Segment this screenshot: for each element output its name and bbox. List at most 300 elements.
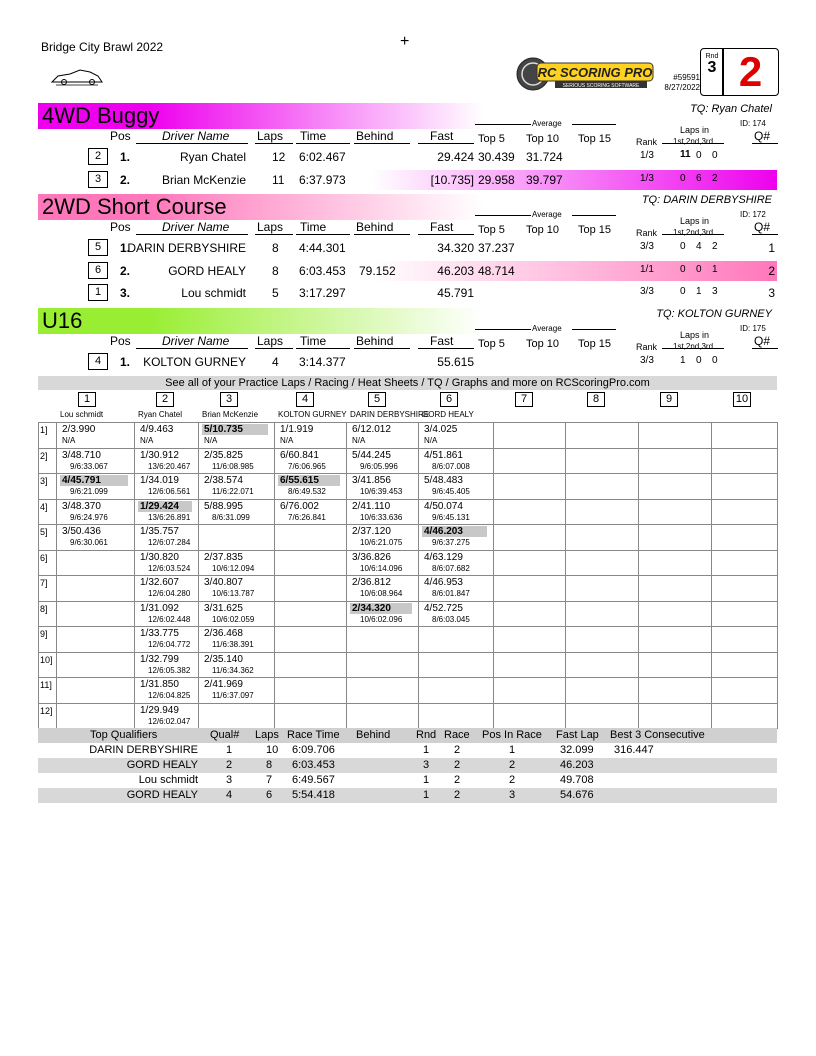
tq-fast: 46.203 — [560, 759, 594, 771]
rcscoringpro-logo — [515, 57, 655, 91]
lap-time: 2/34.320 — [350, 603, 412, 614]
grid-row-line — [38, 652, 777, 653]
car-number: 4 — [88, 353, 108, 370]
lap-cell — [202, 679, 268, 701]
lap-time: 2/36.468 — [204, 628, 243, 639]
header-time: Time — [300, 334, 327, 348]
driver-name: DARIN DERBYSHIRE — [127, 241, 246, 255]
lap-time: 2/35.825 — [204, 449, 243, 461]
lap-time: 1/30.820 — [140, 551, 179, 563]
lap-time: 2/38.574 — [204, 475, 243, 486]
driver-name: GORD HEALY — [168, 264, 246, 278]
race-time: 6:03.453 — [299, 264, 346, 278]
tq-pos: 2 — [509, 774, 516, 786]
tq-rnd: 1 — [423, 774, 430, 786]
laps-value: 8 — [272, 241, 279, 255]
tq-qual: 3 — [226, 774, 233, 786]
tq-laps: 10 — [266, 744, 279, 756]
rank-value: 1/3 — [640, 150, 654, 161]
car-number: 6 — [88, 262, 108, 279]
result-row — [40, 261, 777, 281]
rank-value: 3/3 — [640, 286, 654, 297]
top5-avg: 29.958 — [478, 173, 515, 187]
lap-cell — [422, 577, 487, 599]
lap-total: 10/6:12.094 — [212, 563, 255, 573]
lap-time: 1/35.757 — [140, 526, 179, 537]
lap-time: 6/60.841 — [280, 449, 319, 461]
lap-time: 3/50.436 — [62, 526, 101, 537]
lap-cell — [350, 526, 412, 548]
lap-row-label: 12] — [40, 705, 53, 716]
header-fast: Fast — [430, 129, 454, 143]
header-underline — [136, 348, 248, 349]
lap-total: 10/6:02.059 — [212, 614, 255, 624]
average-bracket — [475, 329, 531, 330]
grid-row-line — [38, 601, 777, 602]
lap-total: 9/6:21.099 — [70, 487, 108, 496]
lap-time: 3/48.370 — [62, 500, 101, 512]
header-underline — [136, 143, 248, 144]
lap-column-number: 9 — [660, 392, 678, 407]
position: 2. — [120, 173, 131, 187]
driver-name: KOLTON GURNEY — [143, 355, 246, 369]
lap-cell — [202, 628, 268, 650]
tq-qual: 2 — [226, 759, 233, 771]
lap-cell — [202, 603, 268, 625]
event-date: 8/27/2022 — [664, 83, 700, 92]
lap-time: 4/51.861 — [424, 449, 463, 461]
lap-time: 1/1.919 — [280, 424, 314, 435]
laps-second: 0 — [696, 355, 702, 366]
result-row — [40, 283, 777, 303]
tq-header: Rnd — [416, 729, 437, 741]
fast-lap: 34.320 — [437, 241, 474, 255]
rank-value: 3/3 — [640, 355, 654, 366]
tq-fast: 54.676 — [560, 789, 594, 801]
tq-header: Best 3 Consecutive — [610, 729, 705, 741]
header-places: 1st,2nd,3rd — [673, 137, 714, 146]
tq-race: 2 — [454, 759, 461, 771]
header-underline — [662, 143, 724, 144]
position: 1. — [120, 241, 131, 255]
grid-row-line — [38, 524, 777, 525]
lap-time: 4/45.791 — [60, 475, 128, 486]
header-underline — [418, 234, 474, 235]
lap-cell — [278, 424, 340, 446]
header-underline — [255, 234, 293, 235]
laps-third: 0 — [712, 355, 718, 366]
lap-time: 2/41.969 — [204, 679, 243, 690]
header-average: Average — [532, 210, 562, 219]
lap-total: 13/6:20.467 — [148, 461, 191, 471]
event-number: #59591 — [673, 73, 700, 82]
tq-laps: 8 — [266, 759, 273, 771]
driver-name: Ryan Chatel — [179, 150, 246, 164]
tq-row — [38, 758, 777, 773]
lap-total: 10/6:39.453 — [360, 487, 403, 496]
lap-time: 3/41.856 — [352, 475, 391, 486]
lap-total: N/A — [204, 436, 218, 445]
header-top10: Top 10 — [526, 338, 560, 350]
laps-second: 0 — [696, 264, 702, 275]
tq-time: 6:03.453 — [292, 759, 335, 771]
lap-row-label: 3] — [40, 476, 48, 486]
lap-total: 12/6:04.825 — [148, 691, 191, 700]
lap-total: 12/6:04.280 — [148, 589, 191, 598]
header-driver: Driver Name — [162, 129, 230, 143]
header-top15: Top 15 — [578, 133, 612, 145]
lap-cell — [60, 450, 128, 472]
lap-time: 4/63.129 — [424, 551, 463, 563]
lap-column-number: 2 — [156, 392, 174, 407]
class-id: ID: 175 — [740, 324, 766, 333]
laps-first: 0 — [680, 264, 686, 275]
lap-cell — [138, 654, 192, 676]
lap-total: 11/6:34.362 — [212, 665, 254, 675]
tq-laps: 7 — [266, 774, 273, 786]
tq-rnd: 1 — [423, 789, 430, 801]
tq-header-row — [38, 728, 777, 743]
lap-total: 10/6:33.636 — [360, 512, 403, 522]
header-driver: Driver Name — [162, 334, 230, 348]
lap-cell — [278, 501, 340, 523]
lap-row-label: 5] — [40, 527, 48, 537]
lap-total: 11/6:38.391 — [212, 640, 254, 649]
lap-total: 9/6:37.275 — [432, 538, 470, 547]
header-underline — [136, 234, 248, 235]
tq-time: 5:54.418 — [292, 789, 335, 801]
tq-qual: 1 — [226, 744, 233, 756]
lap-total: 11/6:08.985 — [212, 461, 254, 471]
laps-third: 2 — [712, 173, 718, 184]
position: 2. — [120, 264, 131, 278]
lap-total: 11/6:22.071 — [212, 487, 254, 496]
tq-fast: 49.708 — [560, 774, 594, 786]
header-underline — [255, 143, 293, 144]
tq-label: TQ: DARIN DERBYSHIRE — [641, 194, 772, 206]
tq-time: 6:49.567 — [292, 774, 335, 786]
plus-mark: + — [400, 33, 410, 50]
lap-time: 4/50.074 — [424, 500, 463, 512]
tq-pos: 2 — [509, 759, 516, 771]
lap-cell — [138, 705, 192, 727]
header-laps-in: Laps in — [680, 330, 710, 340]
lap-total: 12/6:04.772 — [148, 640, 191, 649]
average-bracket — [475, 124, 531, 125]
lap-row-label: 11] — [40, 680, 52, 690]
lap-time: 1/32.799 — [140, 653, 179, 665]
tq-header: Pos In Race — [482, 729, 542, 741]
laps-second: 6 — [696, 173, 702, 184]
header-underline — [255, 348, 293, 349]
lap-cell — [350, 603, 412, 625]
lap-total: N/A — [62, 436, 76, 445]
lap-cell — [422, 475, 487, 497]
laps-value: 12 — [272, 150, 286, 164]
tq-header: Behind — [356, 729, 391, 741]
lap-time: 1/33.775 — [140, 628, 179, 639]
header-top10: Top 10 — [526, 133, 560, 145]
header-underline — [354, 348, 410, 349]
top5-avg: 37.237 — [478, 241, 515, 255]
lap-cell — [202, 501, 268, 523]
tq-header: Laps — [255, 729, 279, 741]
header-driver: Driver Name — [162, 220, 230, 234]
lap-time: 3/40.807 — [204, 577, 243, 588]
lap-total: 7/6:06.965 — [288, 461, 326, 471]
header-laps: Laps — [257, 129, 284, 143]
header-pos: Pos — [110, 220, 131, 234]
lap-row-label: 7] — [40, 578, 48, 588]
lap-time: 2/35.140 — [204, 653, 243, 665]
lap-time: 4/9.463 — [140, 424, 174, 435]
race-number: 2 — [722, 48, 779, 96]
tq-header: Race — [444, 729, 470, 741]
result-row — [40, 238, 777, 258]
fast-lap: 55.615 — [437, 355, 474, 369]
tq-header: Top Qualifiers — [90, 729, 158, 741]
header-rank: Rank — [636, 228, 658, 238]
header-top15: Top 15 — [578, 224, 612, 236]
header-underline — [752, 234, 778, 235]
lap-time: 6/76.002 — [280, 500, 319, 512]
header-fast: Fast — [430, 334, 454, 348]
behind-value: 79.152 — [359, 264, 396, 278]
average-bracket — [572, 215, 616, 216]
lap-total: 12/6:05.382 — [148, 665, 191, 675]
grid-row-line — [38, 626, 777, 627]
lap-cell — [138, 628, 192, 650]
tq-best3: 316.447 — [614, 744, 654, 756]
car-number: 3 — [88, 171, 108, 188]
lap-time: 1/29.949 — [140, 704, 179, 716]
car-number: 1 — [88, 284, 108, 301]
lap-cell — [60, 475, 128, 497]
lap-time: 1/30.912 — [140, 449, 179, 461]
round-box — [700, 48, 724, 96]
class-title: 4WD Buggy — [38, 103, 483, 129]
average-bracket — [572, 329, 616, 330]
lap-cell — [60, 526, 128, 548]
lap-total: 8/6:31.099 — [212, 512, 250, 522]
lap-cell — [60, 424, 128, 446]
tq-laps: 6 — [266, 789, 273, 801]
lap-total: 9/6:24.976 — [70, 512, 108, 522]
lap-column-driver: Lou schmidt — [60, 410, 104, 419]
lap-time: 3/48.710 — [62, 449, 101, 461]
header-time: Time — [300, 129, 327, 143]
lap-cell — [278, 475, 340, 497]
event-meta — [656, 73, 700, 93]
lap-total: 11/6:37.097 — [212, 691, 254, 700]
driver-name: Brian McKenzie — [161, 173, 246, 187]
header-laps: Laps — [257, 220, 284, 234]
tq-driver: GORD HEALY — [126, 789, 198, 801]
lap-time: 5/10.735 — [202, 424, 268, 435]
lap-total: N/A — [280, 436, 294, 445]
tq-rnd: 3 — [423, 759, 430, 771]
lap-time: 6/55.615 — [278, 475, 340, 486]
grid-row-line — [38, 550, 777, 551]
grid-row-line — [38, 448, 777, 449]
tq-race: 2 — [454, 774, 461, 786]
lap-time: 2/37.120 — [352, 526, 391, 537]
lap-column-number: 6 — [440, 392, 458, 407]
lap-time: 1/29.424 — [138, 501, 192, 512]
header-pos: Pos — [110, 129, 131, 143]
lap-column-driver: DARIN DERBYSHIRE — [350, 410, 430, 419]
lap-total: 13/6:26.891 — [148, 512, 191, 522]
lap-total: 10/6:08.964 — [360, 589, 403, 598]
race-time: 3:17.297 — [299, 286, 346, 300]
round-label: Rnd — [705, 53, 719, 60]
lap-total: 9/6:45.405 — [432, 487, 470, 496]
lap-column-driver: Brian McKenzie — [202, 410, 259, 419]
race-time: 6:37.973 — [299, 173, 346, 187]
lap-cell — [138, 501, 192, 523]
lap-cell — [422, 603, 487, 625]
header-underline — [296, 143, 350, 144]
header-underline — [662, 348, 724, 349]
lap-cell — [138, 424, 192, 446]
header-underline — [752, 348, 778, 349]
header-top5: Top 5 — [478, 224, 505, 236]
laps-second: 1 — [696, 286, 702, 297]
top5-avg: 30.439 — [478, 150, 515, 164]
lap-cell — [138, 679, 192, 701]
position: 3. — [120, 286, 131, 300]
tq-driver: DARIN DERBYSHIRE — [89, 744, 198, 756]
header-average: Average — [532, 324, 562, 333]
logo-text: RC SCORING PRO — [537, 65, 653, 80]
tq-label: TQ: Ryan Chatel — [690, 103, 772, 115]
lap-cell — [138, 603, 192, 625]
lap-time: 1/32.607 — [140, 577, 179, 588]
lap-cell — [202, 552, 268, 574]
lap-column-number: 3 — [220, 392, 238, 407]
lap-cell — [202, 577, 268, 599]
header-fast: Fast — [430, 220, 454, 234]
lap-column-number: 7 — [515, 392, 533, 407]
header-laps: Laps — [257, 334, 284, 348]
lap-time: 1/34.019 — [140, 475, 179, 486]
lap-column-driver: GORD HEALY — [422, 410, 474, 419]
lap-total: 10/6:13.787 — [212, 589, 255, 598]
lap-time: 2/37.835 — [204, 551, 243, 563]
header-behind: Behind — [356, 334, 394, 348]
header-laps-in: Laps in — [680, 125, 710, 135]
lap-row-label: 8] — [40, 603, 48, 614]
lap-total: 12/6:02.448 — [148, 614, 191, 624]
top10-avg: 31.724 — [526, 150, 563, 164]
lap-time: 1/31.092 — [140, 602, 179, 614]
lap-time: 1/31.850 — [140, 679, 179, 690]
car-logo-icon — [50, 66, 104, 88]
lap-cell — [350, 501, 412, 523]
lap-cell — [138, 552, 192, 574]
tq-driver: Lou schmidt — [138, 774, 198, 786]
fast-lap: 46.203 — [437, 264, 474, 278]
grid-row-line — [38, 473, 777, 474]
header-underline — [296, 348, 350, 349]
tq-qual: 4 — [226, 789, 233, 801]
laps-third: 2 — [712, 241, 718, 252]
lap-cell — [202, 450, 268, 472]
logo-sub: SERIOUS SCORING SOFTWARE — [562, 83, 640, 89]
tq-race: 2 — [454, 744, 461, 756]
lap-column-number: 1 — [78, 392, 96, 407]
lap-total: 10/6:02.096 — [360, 614, 403, 624]
class-title: U16 — [38, 308, 483, 334]
grid-row-line — [38, 422, 777, 423]
header-underline — [418, 348, 474, 349]
tq-label: TQ: KOLTON GURNEY — [656, 308, 772, 320]
tq-header: Qual# — [210, 729, 240, 741]
qual-position: 1 — [768, 241, 775, 255]
lap-time: 5/48.483 — [424, 475, 463, 486]
header-top5: Top 5 — [478, 133, 505, 145]
round-number: 3 — [707, 59, 717, 76]
laps-first: 0 — [680, 241, 686, 252]
lap-time: 3/4.025 — [424, 424, 458, 435]
lap-cell — [422, 501, 487, 523]
header-rank: Rank — [636, 137, 658, 147]
race-time: 4:44.301 — [299, 241, 346, 255]
tq-row — [38, 773, 777, 788]
qual-position: 3 — [768, 286, 775, 300]
average-bracket — [572, 124, 616, 125]
class-title: 2WD Short Course — [38, 194, 483, 220]
lap-total: 8/6:01.847 — [432, 589, 470, 598]
rank-value: 3/3 — [640, 241, 654, 252]
tq-header: Race Time — [287, 729, 340, 741]
grid-row-line — [38, 677, 777, 678]
lap-column-number: 10 — [733, 392, 751, 407]
lap-column-driver: KOLTON GURNEY — [278, 410, 347, 419]
tq-rnd: 1 — [423, 744, 430, 756]
header-top10: Top 10 — [526, 224, 560, 236]
lap-total: 8/6:49.532 — [288, 487, 326, 496]
header-places: 1st,2nd,3rd — [673, 342, 714, 351]
lap-row-label: 6] — [40, 552, 48, 563]
class-id: ID: 174 — [740, 119, 766, 128]
lap-total: N/A — [140, 436, 154, 445]
lap-cell — [138, 526, 192, 548]
header-pos: Pos — [110, 334, 131, 348]
laps-value: 11 — [272, 173, 285, 187]
lap-cell — [350, 577, 412, 599]
lap-cell — [138, 475, 192, 497]
car-number: 2 — [88, 148, 108, 165]
laps-second: 0 — [696, 150, 702, 161]
lap-row-label: 1] — [40, 425, 48, 435]
lap-time: 4/46.953 — [424, 577, 463, 588]
header-underline — [752, 143, 778, 144]
lap-time: 4/46.203 — [422, 526, 487, 537]
lap-total: 12/6:02.047 — [148, 716, 191, 726]
header-rank: Rank — [636, 342, 658, 352]
lap-cell — [350, 475, 412, 497]
result-row — [40, 170, 777, 190]
lap-cell — [422, 552, 487, 574]
header-top5: Top 5 — [478, 338, 505, 350]
lap-total: 12/6:06.561 — [148, 487, 191, 496]
header-time: Time — [300, 220, 327, 234]
header-q: Q# — [754, 129, 771, 143]
lap-column-driver: Ryan Chatel — [138, 410, 183, 419]
header-top15: Top 15 — [578, 338, 612, 350]
laps-third: 3 — [712, 286, 718, 297]
